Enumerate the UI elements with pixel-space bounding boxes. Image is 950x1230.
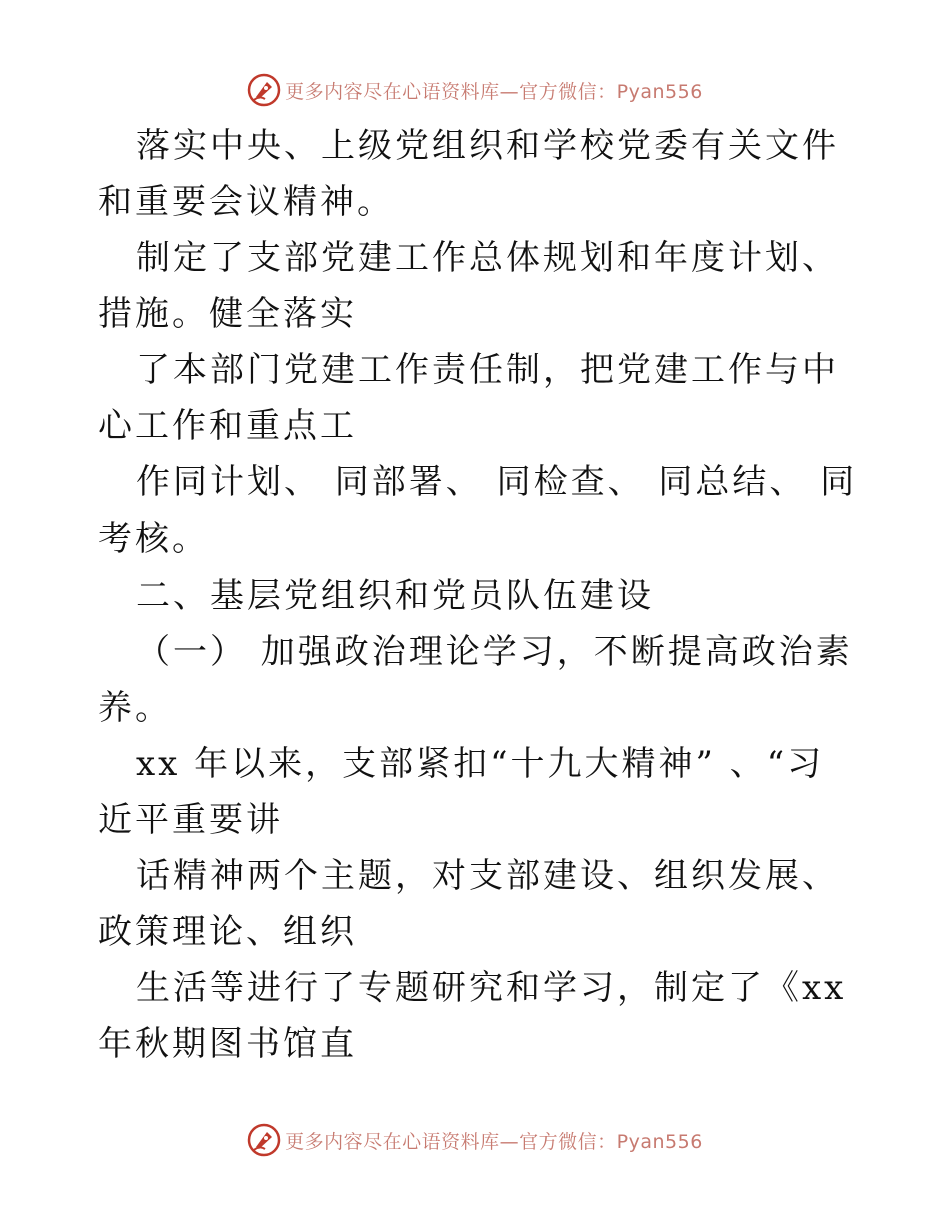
- pen-nib-logo-icon: [247, 73, 281, 107]
- paragraph-1: 落实中央、上级党组织和学校党委有关文件和重要会议精神。: [98, 126, 839, 222]
- pen-nib-logo-icon: [247, 1123, 281, 1157]
- paragraph-3: 了本部门党建工作责任制，把党建工作与中心工作和重点工: [98, 350, 839, 446]
- paragraph-7: 生活等进行了专题研究和学习，制定了《xx 年秋期图书馆直: [98, 968, 847, 1064]
- paragraph-2: 制定了支部党建工作总体规划和年度计划、措施。健全落实: [98, 238, 839, 334]
- paragraph-5: xx 年以来，支部紧扣“十九大精神” 、“习近平重要讲: [98, 744, 825, 840]
- footer-banner-text: 更多内容尽在心语资料库—官方微信：Pyan556: [285, 1130, 703, 1153]
- paragraph-4: 作同计划、 同部署、 同检查、 同总结、 同考核。: [98, 462, 858, 559]
- document-body: [98, 118, 858, 1072]
- subsection-heading: （一） 加强政治理论学习，不断提高政治素养。: [98, 632, 853, 728]
- paragraph-6: 话精神两个主题，对支部建设、组织发展、政策理论、组织: [98, 856, 839, 952]
- footer-banner: [0, 1120, 950, 1160]
- header-banner-text: 更多内容尽在心语资料库—官方微信：Pyan556: [285, 80, 703, 103]
- section-heading: 二、基层党组织和党员队伍建设: [136, 576, 654, 616]
- header-banner: [0, 70, 950, 110]
